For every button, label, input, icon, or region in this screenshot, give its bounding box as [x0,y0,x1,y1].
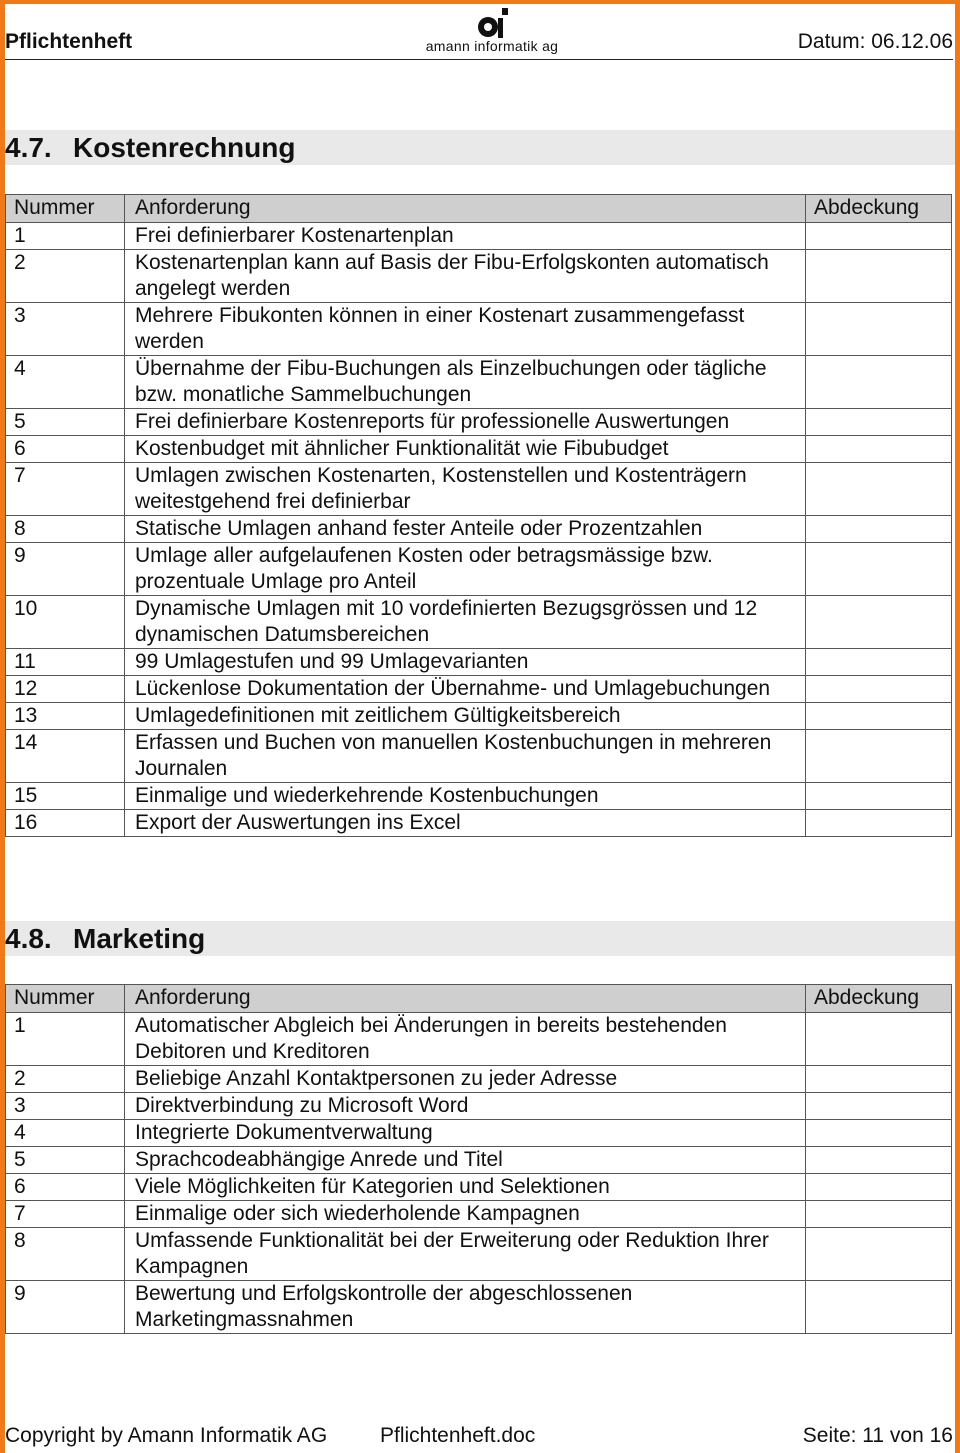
row-requirement: Frei definierbarer Kostenartenplan [125,223,806,250]
row-number: 8 [6,1228,125,1281]
table-row [6,223,952,250]
row-coverage [806,1201,952,1228]
table-row [6,1281,952,1334]
row-coverage [806,596,952,649]
table-row [6,1120,952,1147]
table-row [6,649,952,676]
row-coverage [806,516,952,543]
row-coverage [806,783,952,810]
row-requirement: Direktverbindung zu Microsoft Word [125,1093,806,1120]
page-header [5,4,953,60]
row-coverage [806,1228,952,1281]
section-number: 4.7. [5,132,52,163]
document-title: Pflichtenheft [5,30,133,53]
row-number: 3 [6,303,125,356]
row-coverage [806,1013,952,1066]
row-requirement: Umlagedefinitionen mit zeitlichem Gültigkeitsbereich [125,703,806,730]
table-row [6,303,952,356]
logo-mark-icon [473,6,513,40]
row-number: 10 [6,596,125,649]
row-requirement: Erfassen und Buchen von manuellen Kostenbuchungen in mehreren Journalen [125,730,806,783]
row-number: 8 [6,516,125,543]
row-requirement: Frei definierbare Kostenreports für professionelle Auswertungen [125,409,806,436]
row-number: 9 [6,543,125,596]
row-coverage [806,1120,952,1147]
row-requirement: Bewertung und Erfolgskontrolle der abgeschlossenen Marketingmassnahmen [125,1281,806,1334]
requirements-table-kostenrechnung [5,194,952,837]
footer-filename: Pflichtenheft.doc [380,1424,536,1447]
table-row [6,1147,952,1174]
section-heading-kostenrechnung [5,130,955,165]
document-date: Datum: 06.12.06 [797,30,953,53]
row-coverage [806,730,952,783]
row-requirement: Export der Auswertungen ins Excel [125,810,806,837]
row-requirement: Dynamische Umlagen mit 10 vordefinierten Bezugsgrössen und 12 dynamischen Datumsbereichen [125,596,806,649]
section-number: 4.8. [5,923,52,954]
row-requirement: Sprachcodeabhängige Anrede und Titel [125,1147,806,1174]
table-body [6,223,952,837]
column-header-abdeckung: Abdeckung [806,195,952,223]
row-coverage [806,1281,952,1334]
table-row [6,676,952,703]
row-requirement: Kostenartenplan kann auf Basis der Fibu-Erfolgskonten automatisch angelegt werden [125,250,806,303]
row-number: 2 [6,250,125,303]
table-row [6,810,952,837]
table-row [6,436,952,463]
table-row [6,463,952,516]
table-row [6,1174,952,1201]
row-number: 11 [6,649,125,676]
logo-text: amann informatik ag [425,38,559,54]
row-coverage [806,409,952,436]
table-row [6,356,952,409]
row-requirement: Mehrere Fibukonten können in einer Kostenart zusammengefasst werden [125,303,806,356]
company-logo [417,6,567,58]
row-coverage [806,649,952,676]
table-row [6,1066,952,1093]
row-requirement: Viele Möglichkeiten für Kategorien und Selektionen [125,1174,806,1201]
row-number: 1 [6,223,125,250]
row-coverage [806,436,952,463]
row-number: 1 [6,1013,125,1066]
table-row [6,1228,952,1281]
table-body [6,1013,952,1334]
row-requirement: Statische Umlagen anhand fester Anteile oder Prozentzahlen [125,516,806,543]
row-number: 9 [6,1281,125,1334]
column-header-anforderung: Anforderung [125,985,806,1013]
row-number: 4 [6,356,125,409]
row-requirement: Übernahme der Fibu-Buchungen als Einzelbuchungen oder tägliche bzw. monatliche Sammelbuchungen [125,356,806,409]
table-row [6,1013,952,1066]
column-header-nummer: Nummer [6,985,125,1013]
row-coverage [806,703,952,730]
section-heading-marketing [5,921,955,956]
row-requirement: Einmalige und wiederkehrende Kostenbuchungen [125,783,806,810]
column-header-nummer: Nummer [6,195,125,223]
row-number: 6 [6,436,125,463]
table-row [6,730,952,783]
row-requirement: Beliebige Anzahl Kontaktpersonen zu jeder Adresse [125,1066,806,1093]
row-number: 4 [6,1120,125,1147]
section-title: Marketing [73,923,206,954]
row-number: 2 [6,1066,125,1093]
row-number: 5 [6,1147,125,1174]
column-header-anforderung: Anforderung [125,195,806,223]
row-requirement: Integrierte Dokumentverwaltung [125,1120,806,1147]
table-row [6,543,952,596]
row-requirement: Lückenlose Dokumentation der Übernahme- und Umlagebuchungen [125,676,806,703]
row-number: 3 [6,1093,125,1120]
row-coverage [806,1147,952,1174]
table-header-row [6,985,952,1013]
row-coverage [806,1174,952,1201]
table-row [6,250,952,303]
row-coverage [806,356,952,409]
row-coverage [806,810,952,837]
row-requirement: 99 Umlagestufen und 99 Umlagevarianten [125,649,806,676]
row-number: 7 [6,1201,125,1228]
row-coverage [806,223,952,250]
table-row [6,1201,952,1228]
table-row [6,409,952,436]
row-coverage [806,543,952,596]
row-number: 12 [6,676,125,703]
table-row [6,783,952,810]
row-requirement: Kostenbudget mit ähnlicher Funktionalität wie Fibubudget [125,436,806,463]
table-header-row [6,195,952,223]
row-number: 16 [6,810,125,837]
section-title: Kostenrechnung [73,132,296,163]
row-coverage [806,1093,952,1120]
row-coverage [806,463,952,516]
row-coverage [806,250,952,303]
requirements-table-marketing [5,984,952,1334]
row-requirement: Automatischer Abgleich bei Änderungen in bereits bestehenden Debitoren und Kreditoren [125,1013,806,1066]
footer-copyright: Copyright by Amann Informatik AG [5,1424,328,1447]
row-requirement: Umlage aller aufgelaufenen Kosten oder betragsmässige bzw. prozentuale Umlage pro Anteil [125,543,806,596]
row-requirement: Einmalige oder sich wiederholende Kampagnen [125,1201,806,1228]
row-coverage [806,303,952,356]
row-number: 13 [6,703,125,730]
row-number: 6 [6,1174,125,1201]
table-row [6,1093,952,1120]
table-row [6,703,952,730]
footer-page-number: Seite: 11 von 16 [802,1424,953,1447]
row-requirement: Umlagen zwischen Kostenarten, Kostenstellen und Kostenträgern weitestgehend frei definierbar [125,463,806,516]
row-number: 14 [6,730,125,783]
row-requirement: Umfassende Funktionalität bei der Erweiterung oder Reduktion Ihrer Kampagnen [125,1228,806,1281]
table-row [6,516,952,543]
row-number: 7 [6,463,125,516]
column-header-abdeckung: Abdeckung [806,985,952,1013]
row-coverage [806,676,952,703]
row-number: 15 [6,783,125,810]
row-coverage [806,1066,952,1093]
row-number: 5 [6,409,125,436]
table-row [6,596,952,649]
